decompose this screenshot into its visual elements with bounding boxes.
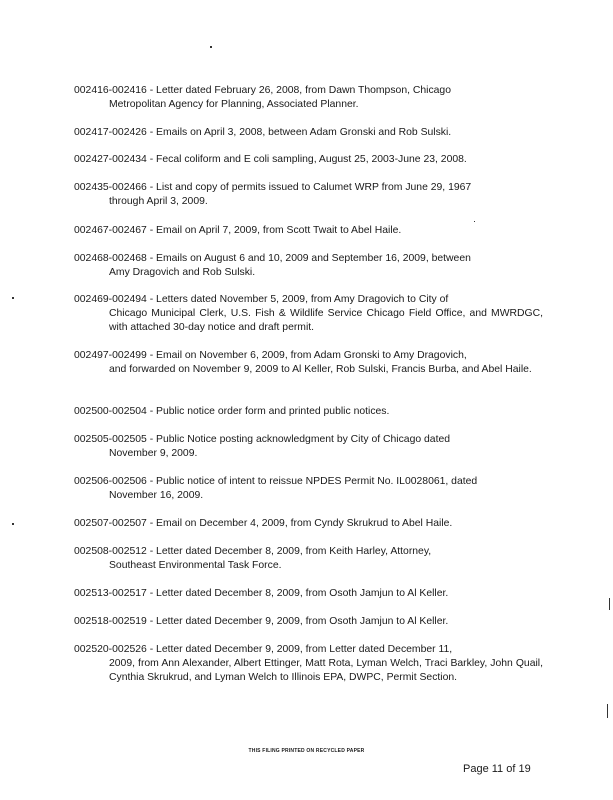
entry-first-line: 002520-002526 - Letter dated December 9, 2009, from Letter dated December 11,	[74, 644, 453, 655]
entry-continuation: and forwarded on November 9, 2009 to Al Keller, Rob Sulski, Francis Burba, and Abel Haile.	[109, 364, 532, 375]
entry-first-line: 002427-002434 - Fecal coliform and E coli sampling, August 25, 2003-June 23, 2008.	[74, 154, 467, 165]
record-entry	[74, 545, 543, 573]
recycled-paper-note: THIS FILING PRINTED ON RECYCLED PAPER	[248, 748, 365, 754]
entry-first-line: 002508-002512 - Letter dated December 8, 2009, from Keith Harley, Attorney,	[74, 546, 432, 557]
entry-first-line: 002435-002466 - List and copy of permits issued to Calumet WRP from June 29, 1967	[74, 182, 472, 193]
page-number: Page 11 of 19	[463, 763, 531, 775]
scan-edge-mark	[609, 598, 610, 610]
entry-first-line: 002506-002506 - Public notice of intent to reissue NPDES Permit No. IL0028061, dated	[74, 476, 478, 487]
entry-first-line: 002467-002467 - Email on April 7, 2009, from Scott Twait to Abel Haile.	[74, 225, 402, 236]
record-entry	[74, 643, 543, 685]
entry-first-line: 002507-002507 - Email on December 4, 2009, from Cyndy Skrukrud to Abel Haile.	[74, 518, 453, 529]
entry-continuation: 2009, from Ann Alexander, Albert Ettinger, Matt Rota, Lyman Welch, Traci Barkley, John Quail, Cynthia Skrukrud, and Lyman Welch to Illinois EPA, DWPC, Permit Section.	[109, 658, 543, 683]
entry-first-line: 002505-002505 - Public Notice posting acknowledgment by City of Chicago dated	[74, 434, 451, 445]
record-entry	[74, 517, 543, 531]
entry-first-line: 002497-002499 - Email on November 6, 2009, from Adam Gronski to Amy Dragovich,	[74, 350, 467, 361]
record-entry	[74, 405, 543, 419]
entry-continuation: Amy Dragovich and Rob Sulski.	[109, 267, 256, 278]
entry-continuation: Southeast Environmental Task Force.	[109, 560, 282, 571]
entry-first-line: 002518-002519 - Letter dated December 9, 2009, from Osoth Jamjun to Al Keller.	[74, 616, 449, 627]
record-entry	[74, 615, 543, 629]
entry-continuation: Metropolitan Agency for Planning, Associated Planner.	[109, 99, 359, 110]
record-entry	[74, 126, 543, 140]
entry-first-line: 002513-002517 - Letter dated December 8, 2009, from Osoth Jamjun to Al Keller.	[74, 588, 449, 599]
entry-first-line: 002469-002494 - Letters dated November 5, 2009, from Amy Dragovich to City of	[74, 294, 449, 305]
entry-continuation: through April 3, 2009.	[109, 196, 208, 207]
record-entry	[74, 433, 543, 461]
scan-speck	[12, 523, 14, 525]
entry-first-line: 002468-002468 - Emails on August 6 and 10, 2009 and September 16, 2009, between	[74, 253, 471, 264]
entry-first-line: 002417-002426 - Emails on April 3, 2008, between Adam Gronski and Rob Sulski.	[74, 127, 452, 138]
scan-speck	[12, 297, 14, 299]
record-entry	[74, 349, 543, 377]
scan-edge-mark	[607, 704, 608, 718]
scan-speck	[474, 221, 475, 222]
entry-continuation: November 9, 2009.	[109, 448, 198, 459]
record-entry	[74, 84, 543, 112]
entry-first-line: 002500-002504 - Public notice order form and printed public notices.	[74, 406, 390, 417]
record-entry	[74, 293, 543, 335]
record-entry	[74, 181, 543, 209]
entry-continuation: November 16, 2009.	[109, 490, 204, 501]
record-entry	[74, 153, 543, 167]
record-entry	[74, 587, 543, 601]
entry-continuation: Chicago Municipal Clerk, U.S. Fish & Wildlife Service Chicago Field Office, and MWRDGC, with attached 30-day notice and draft permit.	[109, 308, 543, 333]
record-entry	[74, 224, 543, 238]
record-entry	[74, 475, 543, 503]
entry-first-line: 002416-002416 - Letter dated February 26, 2008, from Dawn Thompson, Chicago	[74, 85, 451, 96]
record-entry	[74, 252, 543, 280]
scan-speck	[210, 46, 212, 48]
